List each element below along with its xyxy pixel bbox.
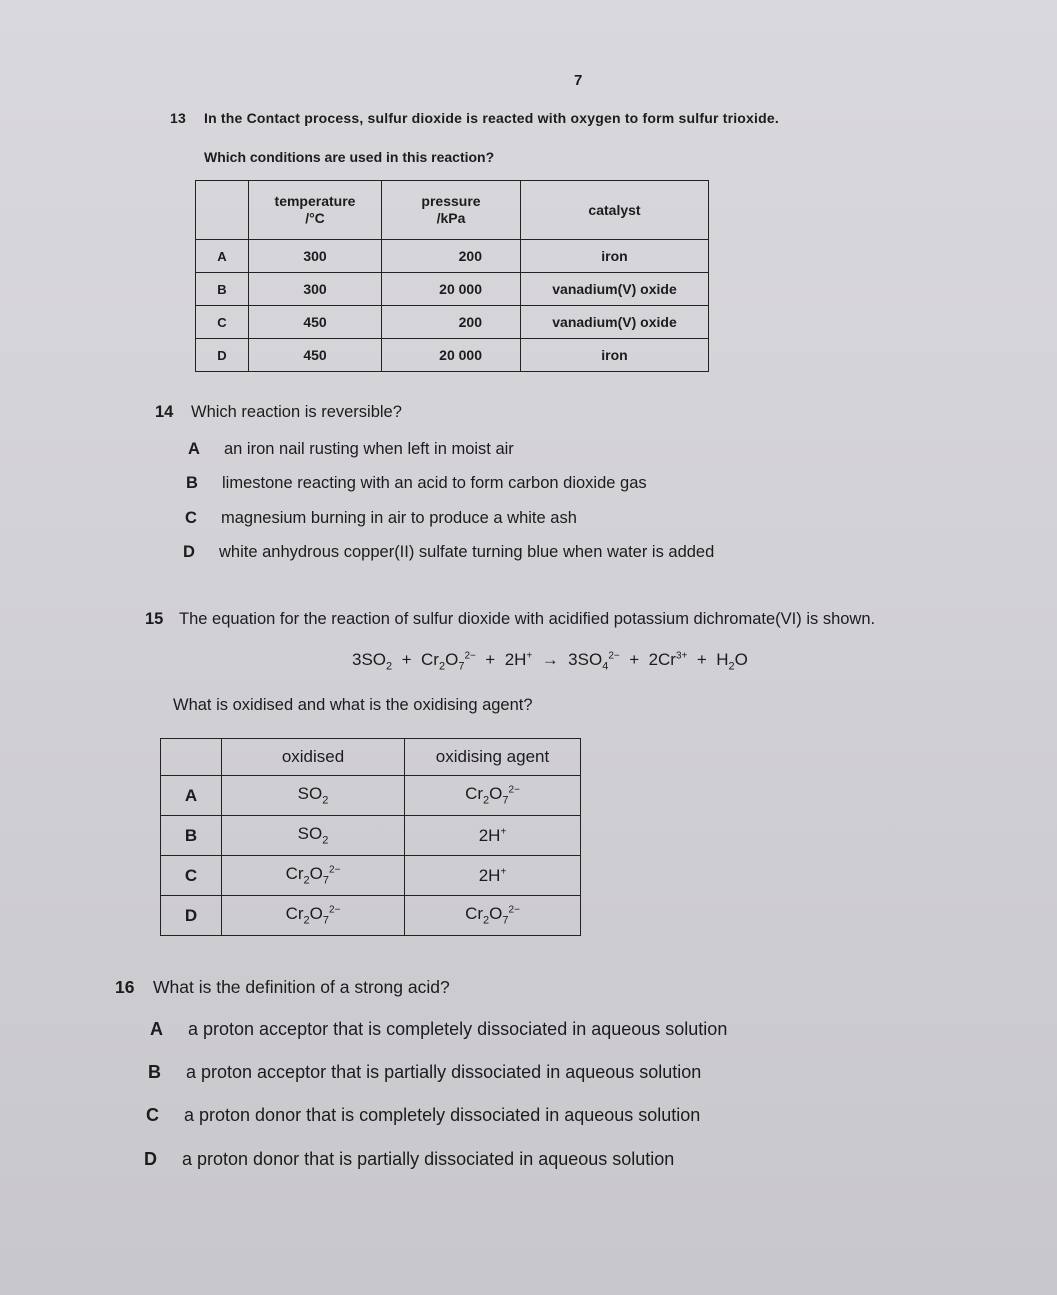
oxidised-cell: $Cr_2O_7^{2-}$ [222,896,405,936]
agent-cell: 2H+ [405,856,581,896]
option-a: A a proton acceptor that is completely dissociated in aqueous solution [150,1019,728,1039]
question-15 [145,610,875,629]
question-text: What is the definition of a strong acid? [153,977,450,997]
row-label: C [161,856,222,896]
row-label: B [161,816,222,856]
question-14 [155,403,402,422]
option-c: C magnesium burning in air to produce a white ash [185,509,577,527]
arrow-icon: → [541,650,559,669]
table-row [161,856,581,896]
agent-cell: 2H+ [405,816,581,856]
table-header-row [196,181,709,240]
question-13-subtext: Which conditions are used in this reaction? [204,149,495,165]
row-label: A [161,776,222,816]
question-15-subtext: What is oxidised and what is the oxidising agent? [173,696,533,714]
question-text: The equation for the reaction of sulfur dioxide with acidified potassium dichromate(VI) is shown. [179,610,876,628]
pressure-header: pressure /kPa [382,181,521,240]
row-label: A [196,240,249,273]
catalyst-cell: iron [521,240,709,273]
question-13 [170,110,779,126]
option-c: C a proton donor that is completely dissociated in aqueous solution [146,1105,701,1125]
table-row [196,273,709,306]
option-b: B limestone reacting with an acid to form carbon dioxide gas [186,474,647,492]
oxidised-cell: $SO_2$ [222,816,405,856]
catalyst-cell: iron [521,339,709,372]
pressure-cell: 20 000 [382,273,521,306]
question-text: Which reaction is reversible? [191,403,402,421]
pressure-cell: 200 [382,306,521,339]
question-text: In the Contact process, sulfur dioxide is reacted with oxygen to form sulfur trioxide. [204,110,779,126]
table-row [161,816,581,856]
row-label: C [196,306,249,339]
oxidised-cell: $Cr_2O_7^{2-}$ [222,856,405,896]
agent-cell: $Cr_2O_7^{2-}$ [405,896,581,936]
pressure-cell: 20 000 [382,339,521,372]
option-d: D white anhydrous copper(II) sulfate turning blue when water is added [183,543,715,561]
question-number: 16 [115,977,135,997]
option-b: B a proton acceptor that is partially dissociated in aqueous solution [148,1062,702,1082]
temperature-header: temperature /°C [249,181,382,240]
option-d: D a proton donor that is partially dissociated in aqueous solution [144,1149,675,1169]
question-16 [115,977,450,998]
option-a: A an iron nail rusting when left in moist air [188,440,514,458]
oxidation-table [160,738,581,936]
blank-header [161,739,222,776]
temperature-cell: 450 [249,306,382,339]
pressure-cell: 200 [382,240,521,273]
agent-cell: $Cr_2O_7^{2-}$ [405,776,581,816]
question-number: 13 [170,110,186,126]
table-row [196,339,709,372]
agent-header: oxidising agent [405,739,581,776]
table-row [196,240,709,273]
page-number: 7 [574,72,583,89]
table-row [161,776,581,816]
temperature-cell: 300 [249,240,382,273]
row-label: D [196,339,249,372]
row-label: B [196,273,249,306]
catalyst-header: catalyst [521,181,709,240]
table-row [196,306,709,339]
catalyst-cell: vanadium(V) oxide [521,273,709,306]
table-header-row [161,739,581,776]
conditions-table [195,180,709,372]
temperature-cell: 300 [249,273,382,306]
temperature-cell: 450 [249,339,382,372]
catalyst-cell: vanadium(V) oxide [521,306,709,339]
oxidised-header: oxidised [222,739,405,776]
row-label: D [161,896,222,936]
oxidised-cell: $SO_2$ [222,776,405,816]
question-number: 14 [155,403,174,421]
reaction-equation: $3SO_2 + Cr_2O_7^{2-} + 2H^+ \to 3SO_4^{2-} + 2Cr^{3+} + H_2O$ [352,650,748,673]
blank-header [196,181,249,240]
question-number: 15 [145,610,164,628]
table-row [161,896,581,936]
